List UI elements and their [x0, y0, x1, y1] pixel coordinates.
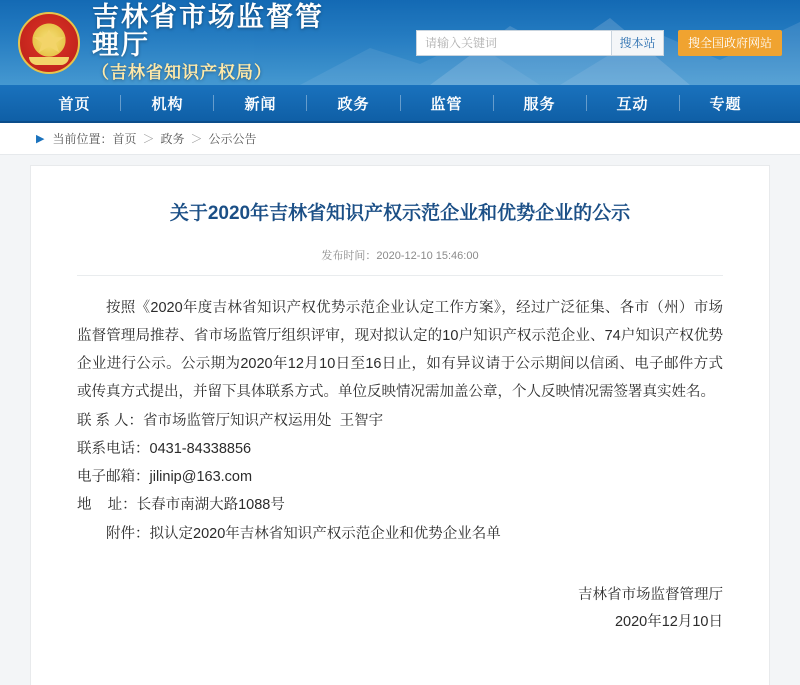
nav-item-home[interactable]: 首页 — [58, 95, 91, 113]
article-body — [77, 276, 723, 637]
site-identity — [92, 3, 336, 83]
article-paragraph: 按照《2020年度吉林省知识产权优势示范企业认定工作方案》，经过广泛征集、各市（州）市场监督管理局推荐、省市场监管厅组织评审，现对拟认定的10户知识产权示范企业、74户知识产权优势企业进行公示。公示期为2020年12月10日至16日止，如有异议请于公示期间以信函、电子邮件方式或传真方式提出，并留下具体联系方式。单位反映情况需加盖公章，个人反映情况需签署真实姓名。 — [77, 299, 723, 401]
search-gov-sites-button[interactable]: 搜全国政府网站 — [678, 30, 782, 56]
signature-block — [77, 582, 723, 637]
national-emblem-icon — [18, 12, 80, 74]
contact-email: 电子邮箱：jilinip@163.com — [77, 469, 253, 486]
article-card — [30, 165, 770, 685]
breadcrumb-item-announcements[interactable]: 公示公告 — [208, 132, 257, 146]
signature-organization: 吉林省市场监督管理厅 — [578, 586, 723, 603]
nav-item-interaction[interactable]: 互动 — [616, 95, 649, 113]
nav-item-government-affairs[interactable]: 政务 — [337, 95, 370, 113]
nav-item-services[interactable]: 服务 — [523, 95, 556, 113]
breadcrumb — [0, 123, 800, 155]
main-navigation — [0, 85, 800, 123]
breadcrumb-separator: ＞ — [190, 132, 203, 146]
search-input[interactable] — [416, 30, 612, 56]
page-title: 关于2020年吉林省知识产权示范企业和优势企业的公示 — [169, 203, 631, 224]
signature-date: 2020年12月10日 — [614, 614, 723, 631]
breadcrumb-separator: ＞ — [142, 132, 155, 146]
contact-address: 地 址：长春市南湖大路1088号 — [77, 497, 285, 514]
nav-item-supervision[interactable]: 监管 — [430, 95, 463, 113]
search-area — [416, 30, 782, 56]
site-subtitle: （吉林省知识产权局） — [92, 63, 272, 83]
publish-time: 发布时间：2020-12-10 15:46:00 — [77, 247, 723, 276]
nav-item-news[interactable]: 新闻 — [244, 95, 277, 113]
search-site-button[interactable]: 搜本站 — [612, 30, 664, 56]
breadcrumb-item-government-affairs[interactable]: 政务 — [160, 132, 185, 146]
breadcrumb-arrow-icon: ▶ — [36, 133, 45, 145]
nav-item-organization[interactable]: 机构 — [151, 95, 184, 113]
site-header — [0, 0, 800, 85]
attachment-link[interactable]: 附件：拟认定2020年吉林省知识产权示范企业和优势企业名单 — [106, 525, 501, 542]
page-body — [0, 155, 800, 631]
site-title: 吉林省市场监督管理厅 — [92, 1, 324, 61]
breadcrumb-item-home[interactable]: 首页 — [112, 132, 137, 146]
contact-phone: 联系电话：0431-84338856 — [77, 440, 252, 457]
nav-item-topics[interactable]: 专题 — [709, 95, 742, 113]
breadcrumb-prefix: 当前位置： — [52, 132, 113, 146]
contact-person: 联 系 人：省市场监管厅知识产权运用处 王智宇 — [77, 412, 384, 429]
